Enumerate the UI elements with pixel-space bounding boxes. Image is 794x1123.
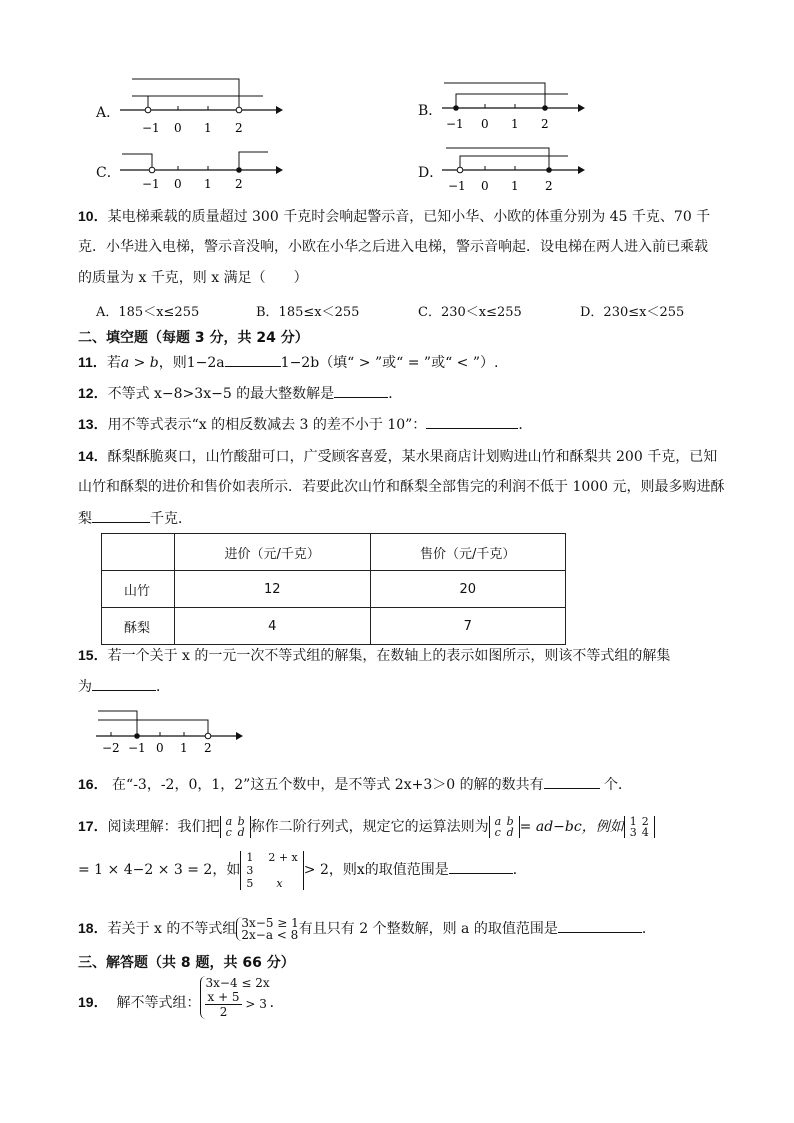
determinant-condition: 1 2 + x 3 5 x: [240, 851, 303, 890]
question-text: 酥梨酥脆爽口，山竹酸甜可口，广受顾客喜爱，某水果商店计划购进山竹和酥梨共 200 千克，已知: [107, 449, 718, 465]
tick-label: 2: [204, 741, 212, 755]
tick-label: −1: [142, 177, 160, 191]
tick-label: 2: [235, 177, 243, 191]
question-number: 17．: [78, 818, 108, 834]
question-text: ．: [156, 679, 170, 695]
question-14-line3: [78, 508, 192, 529]
number-line-b: [440, 80, 585, 132]
tick-label: 0: [481, 179, 489, 193]
question-text: ．: [512, 862, 527, 878]
question-number: 19．: [78, 994, 108, 1010]
question-text: 若关于 x 的不等式组: [107, 921, 237, 937]
tick-label: 0: [174, 121, 182, 135]
answer-blank[interactable]: [225, 352, 281, 367]
question-text: 的质量为 x 千克，则 x 满足（ ）: [78, 270, 308, 286]
question-text: 个．: [604, 777, 633, 793]
question-12: [78, 383, 402, 404]
answer-blank[interactable]: [426, 414, 518, 429]
tick-label: 2: [545, 179, 553, 193]
table-cell: 12: [175, 571, 371, 608]
question-14: [78, 446, 717, 467]
question-16: [78, 774, 632, 795]
number-line-a: [118, 74, 283, 136]
table-cell: 7: [370, 608, 566, 645]
question-text: 千克．: [150, 511, 192, 527]
question-text: ．: [269, 995, 284, 1011]
math-expr: 1−2b: [280, 355, 320, 371]
question-13: [78, 414, 532, 435]
question-text: 有且只有 2 个整数解，则 a 的取值范围是: [298, 921, 558, 937]
question-text: 称作二阶行列式，规定它的运算法则为: [250, 819, 489, 835]
option-c: C．230＜x≤255: [418, 305, 522, 320]
math-expr: = 1 × 4−2 × 3 = 2，如: [78, 862, 241, 878]
table-cell: [102, 534, 175, 571]
option-b: B．185≤x＜255: [256, 305, 360, 320]
section-heading: 二、填空题（每题 3 分，共 24 分）: [78, 330, 309, 346]
table-row: [102, 608, 566, 645]
answer-blank[interactable]: [92, 508, 150, 523]
tick-label: −2: [102, 741, 120, 755]
question-text: ．: [388, 386, 403, 402]
tick-label: 0: [174, 177, 182, 191]
option-d: D．230≤x＜255: [580, 305, 685, 320]
math-expr: a > b: [120, 355, 159, 371]
tick-label: 1: [511, 179, 519, 193]
option-a: A．185＜x≤255: [96, 305, 200, 320]
question-text: 若: [106, 355, 121, 371]
question-number: 11．: [78, 354, 107, 370]
option-b-label: B．: [418, 103, 443, 119]
math-expr: 1−2a: [186, 355, 225, 371]
question-text: 解不等式组：: [116, 995, 201, 1011]
question-number: 12．: [78, 385, 108, 401]
answer-blank[interactable]: [449, 859, 513, 874]
question-10-line3: [78, 268, 308, 288]
tick-label: 1: [204, 121, 212, 135]
determinant-abcd: a b c d: [489, 816, 520, 838]
table-cell: 4: [175, 608, 371, 645]
tick-label: −1: [142, 121, 160, 135]
table-row: [102, 534, 566, 571]
number-line-q15: [94, 706, 244, 756]
answer-blank[interactable]: [92, 676, 156, 691]
determinant-example: 1 2 3 4: [624, 816, 655, 838]
question-text: （填“ > ”或“ = ”或“ < ”）.: [319, 355, 499, 371]
question-17: [78, 812, 655, 841]
section-heading: 三、解答题（共 8 题，共 66 分）: [78, 955, 295, 971]
question-number: 10．: [78, 208, 108, 224]
number-line-c: [118, 148, 283, 194]
answer-blank[interactable]: [558, 918, 642, 933]
question-text: 某电梯乘载的质量超过 300 千克时会响起警示音，已知小华、小欧的体重分别为 45 千克、70 千: [107, 209, 711, 225]
answer-blank[interactable]: [334, 383, 388, 398]
number-line-d: [440, 144, 585, 194]
question-text: 阅读理解：我们把: [107, 819, 220, 835]
question-10: [78, 206, 710, 227]
question-text: 用不等式表示“x 的相反数减去 3 的差不小于 10”：: [107, 417, 427, 433]
question-text: 若一个关于 x 的一元一次不等式组的解集，在数轴上的表示如图所示，则该不等式组的解集: [107, 648, 671, 664]
question-number: 13．: [78, 416, 108, 432]
inequality-system: 3x−4 ≤ 2x $\frac{x + 5}{2}$ > 3: [200, 976, 269, 1019]
table-cell: 山竹: [102, 571, 175, 608]
price-table: [101, 533, 566, 645]
determinant-abcd: a b c d: [220, 816, 251, 838]
question-19: [78, 976, 284, 1019]
option-a-label: A．: [96, 105, 121, 121]
question-text: 不等式 x−8>3x−5 的最大整数解是: [107, 386, 335, 402]
table-row: [102, 571, 566, 608]
question-text: 在“-3，-2，0，1，2”这五个数中，是不等式 2x+3＞0 的解的数共有: [112, 777, 544, 793]
question-number: 18．: [78, 920, 108, 936]
table-cell: 酥梨: [102, 608, 175, 645]
tick-label: −1: [128, 741, 146, 755]
question-15: [78, 645, 670, 666]
table-cell: 20: [370, 571, 566, 608]
option-d-label: D．: [418, 165, 444, 181]
tick-label: 0: [156, 741, 164, 755]
question-number: 14．: [78, 448, 108, 464]
tick-label: −1: [448, 179, 466, 193]
tick-label: 2: [235, 121, 243, 135]
tick-label: 1: [180, 741, 188, 755]
question-text: ，则: [158, 355, 187, 371]
tick-label: −1: [446, 117, 464, 131]
question-text: ．: [518, 417, 533, 433]
question-14-line2: [78, 477, 725, 497]
question-number: 16．: [78, 776, 108, 792]
inequality-system: 3x−5 ≥ 1 2x−a < 8: [236, 917, 298, 941]
question-text: ．: [641, 921, 656, 937]
tick-label: 1: [204, 177, 212, 191]
answer-blank[interactable]: [544, 774, 600, 789]
question-text: 为: [78, 679, 92, 695]
question-text: 梨: [78, 511, 92, 527]
question-17-line2: [78, 850, 527, 890]
tick-label: 2: [541, 117, 549, 131]
question-text: > 2，则x的取值范围是: [303, 862, 449, 878]
question-number: 15．: [78, 647, 108, 663]
question-18: [78, 914, 656, 943]
question-text: 克．小华进入电梯，警示音没响，小欧在小华之后进入电梯，警示音响起．设电梯在两人进入前已乘载: [78, 239, 708, 255]
option-c-label: C．: [96, 165, 121, 181]
tick-label: 0: [481, 117, 489, 131]
question-15-line2: [78, 676, 170, 697]
table-header: 售价（元/千克）: [370, 534, 566, 571]
question-11: [78, 352, 498, 373]
question-text: 山竹和酥梨的进价和售价如表所示．若要此次山竹和酥梨全部售完的利润不低于 1000 元，则最多购进酥: [78, 479, 725, 495]
tick-label: 1: [511, 117, 519, 131]
table-header: 进价（元/千克）: [175, 534, 371, 571]
question-10-line2: [78, 237, 708, 257]
math-expr: = ad−bc，例如: [519, 819, 624, 835]
